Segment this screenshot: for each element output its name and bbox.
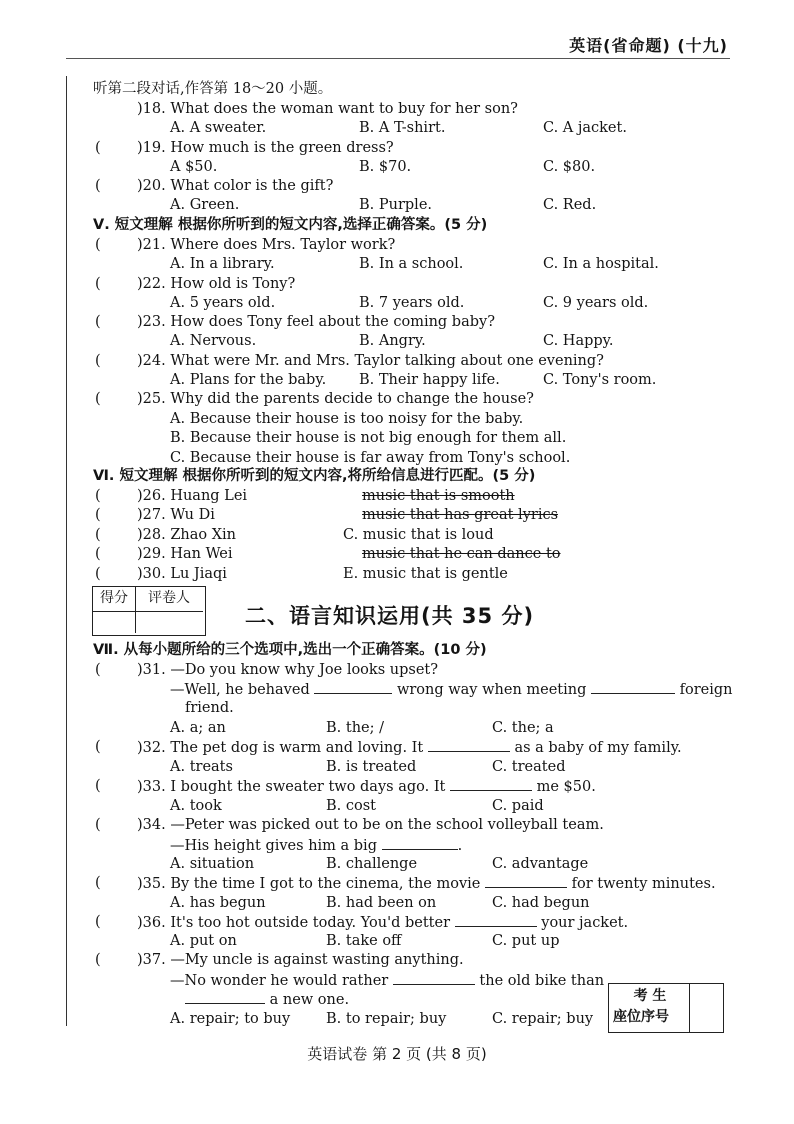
option-c: C. Tony's room. (543, 371, 657, 388)
seat-label-line1: 考 生 (633, 988, 667, 1004)
question-37: )37. —My uncle is against wasting anything. (137, 952, 464, 968)
option-36-b: B. take off (326, 933, 402, 949)
question-37-line3 (185, 989, 349, 1010)
question-text: )20. What color is the gift? (137, 178, 334, 194)
q32-pre: )32. The pet dog is warm and loving. It (137, 740, 424, 756)
answer-paren-34[interactable]: ( (95, 817, 101, 833)
option-b: B. Angry. (359, 333, 426, 349)
option-32-a: A. treats (170, 759, 233, 775)
seat-label-line2: 座位序号 (613, 1009, 669, 1025)
question-31: )31. —Do you know why Joe looks upset? (137, 662, 438, 678)
option-37-b: B. to repair; buy (326, 1011, 447, 1027)
option-c: C. A jacket. (543, 120, 627, 136)
answer-paren[interactable]: ( (95, 178, 101, 194)
q36-pre: )36. It's too hot outside today. You'd better (137, 915, 451, 931)
question-25: )25. Why did the parents decide to change the house? (137, 391, 534, 407)
seat-label (613, 986, 687, 1028)
answer-paren[interactable]: ( (95, 546, 101, 563)
q37-text-a: —No wonder he would rather (170, 973, 389, 989)
score-label: 得分 (93, 587, 136, 612)
option-31-c: C. the; a (492, 720, 554, 736)
answer-paren-37[interactable]: ( (95, 952, 101, 968)
question-34: )34. —Peter was picked out to be on the school volleyball team. (137, 817, 604, 833)
answer-paren-35[interactable]: ( (95, 875, 101, 891)
q35-post: for twenty minutes. (571, 876, 716, 892)
q34-text: —His height gives him a big (170, 838, 377, 854)
question-37-line2 (170, 970, 604, 991)
question-text: )22. How old is Tony? (137, 275, 296, 292)
option-35-c: C. had begun (492, 895, 590, 911)
matching-person: )29. Han Wei (137, 546, 233, 563)
option-a: A. In a library. (170, 256, 275, 272)
matching-person: )26. Huang Lei (137, 488, 248, 504)
option-a: A. 5 years old. (170, 294, 276, 311)
question-33 (137, 776, 596, 797)
option-37-a: A. repair; to buy (170, 1011, 291, 1027)
q31-text-a: —Well, he behaved (170, 682, 310, 698)
option-a: A. Nervous. (170, 333, 257, 349)
option-b: B. Their happy life. (359, 371, 500, 388)
option-33-b: B. cost (326, 798, 376, 814)
option-c: C. 9 years old. (543, 294, 649, 311)
part2-instruction: 听第二段对话,作答第 18～20 小题。 (93, 81, 333, 97)
matching-person: )27. Wu Di (137, 507, 215, 524)
option-37-c: C. repair; buy (492, 1011, 594, 1027)
answer-paren-25[interactable]: ( (95, 391, 101, 407)
option-25-c: C. Because their house is far away from Tony's school. (170, 450, 571, 466)
question-text: )24. What were Mr. and Mrs. Taylor talking about one evening? (137, 352, 604, 369)
option-33-c: C. paid (492, 798, 544, 814)
option-36-c: C. put up (492, 933, 560, 949)
question-35 (137, 873, 716, 894)
matching-option: music that he can dance to (362, 546, 561, 563)
section-6-heading: Ⅵ. 短文理解 根据你所听到的短文内容,将所给信息进行匹配。(5 分) (93, 468, 536, 484)
option-a: A $50. (170, 158, 218, 175)
option-c: C. $80. (543, 158, 596, 175)
q31-text-c: foreign (679, 682, 733, 698)
q32-blank[interactable] (428, 737, 510, 752)
q33-blank[interactable] (450, 776, 532, 791)
option-32-c: C. treated (492, 759, 566, 775)
q33-post: me $50. (536, 779, 596, 795)
answer-paren[interactable]: ( (95, 314, 101, 330)
q32-post: as a baby of my family. (514, 740, 682, 756)
section-7-heading: Ⅶ. 从每小题所给的三个选项中,选出一个正确答案。(10 分) (93, 642, 487, 658)
option-a: A. Green. (170, 197, 240, 213)
question-31-line3: friend. (185, 700, 234, 716)
page-footer: 英语试卷 第 2 页 (共 8 页) (307, 1045, 487, 1063)
answer-paren[interactable]: ( (95, 507, 101, 524)
option-a: A. Plans for the baby. (170, 371, 327, 388)
option-25-a: A. Because their house is too noisy for the baby. (170, 411, 524, 427)
q34-period: . (457, 838, 463, 854)
answer-paren[interactable]: ( (95, 526, 101, 543)
q36-post: your jacket. (541, 915, 629, 931)
option-32-b: B. is treated (326, 759, 417, 775)
matching-person: )30. Lu Jiaqi (137, 565, 227, 582)
option-34-c: C. advantage (492, 856, 589, 872)
answer-paren[interactable]: ( (95, 139, 101, 156)
option-34-a: A. situation (170, 856, 255, 872)
q33-pre: )33. I bought the sweater two days ago. It (137, 779, 446, 795)
matching-option: music that is smooth (362, 488, 515, 504)
margin-rule (66, 76, 67, 1026)
q37-blank-2[interactable] (185, 989, 265, 1004)
answer-paren[interactable]: ( (95, 275, 101, 292)
option-34-b: B. challenge (326, 856, 418, 872)
matching-option: E. music that is gentle (343, 565, 508, 582)
question-text: )18. What does the woman want to buy for her son? (137, 101, 518, 117)
q37-blank-1[interactable] (393, 970, 475, 985)
answer-paren-33[interactable]: ( (95, 778, 101, 794)
answer-paren-31[interactable]: ( (95, 662, 101, 678)
answer-paren[interactable]: ( (95, 565, 101, 582)
option-b: B. 7 years old. (359, 294, 465, 311)
option-b: B. Purple. (359, 197, 433, 213)
q37-text-b: the old bike than (479, 973, 605, 989)
q31-blank-2[interactable] (591, 679, 675, 694)
question-32 (137, 737, 682, 758)
option-31-b: B. the; / (326, 720, 384, 736)
option-36-a: A. put on (170, 933, 237, 949)
option-c: C. Red. (543, 197, 597, 213)
page-header: 英语(省命题) (十九) (569, 36, 728, 55)
option-b: B. In a school. (359, 256, 464, 272)
q35-blank[interactable] (485, 873, 567, 888)
matching-option: music that has great lyrics (362, 507, 559, 524)
question-31-line2 (170, 679, 732, 700)
q31-text-b: wrong way when meeting (396, 682, 587, 698)
seat-number-field[interactable] (689, 984, 722, 1032)
score-box (92, 586, 206, 636)
q31-blank-1[interactable] (314, 679, 392, 694)
question-34-line2 (170, 835, 462, 856)
question-36 (137, 912, 628, 933)
grader-label: 评卷人 (135, 587, 203, 612)
q34-blank[interactable] (382, 835, 458, 850)
q37-text-c: a new one. (269, 992, 350, 1008)
header-rule (66, 58, 730, 59)
score-cell[interactable] (93, 611, 136, 633)
section-5-heading: Ⅴ. 短文理解 根据你所听到的短文内容,选择正确答案。(5 分) (93, 217, 488, 233)
matching-person: )28. Zhao Xin (137, 526, 237, 543)
answer-paren-32[interactable]: ( (95, 739, 101, 755)
answer-paren-36[interactable]: ( (95, 914, 101, 930)
option-c: C. In a hospital. (543, 256, 659, 272)
question-text: )23. How does Tony feel about the coming baby? (137, 314, 495, 330)
question-text: )21. Where does Mrs. Taylor work? (137, 237, 396, 253)
answer-paren[interactable]: ( (95, 237, 101, 253)
option-33-a: A. took (170, 798, 222, 814)
option-b: B. A T-shirt. (359, 120, 446, 136)
answer-paren[interactable]: ( (95, 488, 101, 504)
q36-blank[interactable] (455, 912, 537, 927)
q35-pre: )35. By the time I got to the cinema, the movie (137, 876, 481, 892)
matching-option: C. music that is loud (343, 526, 494, 543)
option-a: A. A sweater. (170, 120, 267, 136)
option-25-b: B. Because their house is not big enough for them all. (170, 430, 567, 446)
option-31-a: A. a; an (170, 720, 226, 736)
part-title: 二、语言知识运用(共 35 分) (245, 604, 535, 628)
option-b: B. $70. (359, 158, 412, 175)
option-35-b: B. had been on (326, 895, 437, 911)
option-c: C. Happy. (543, 333, 614, 349)
answer-paren[interactable]: ( (95, 352, 101, 369)
option-35-a: A. has begun (170, 895, 266, 911)
seat-number-box (608, 983, 724, 1033)
question-text: )19. How much is the green dress? (137, 139, 394, 156)
